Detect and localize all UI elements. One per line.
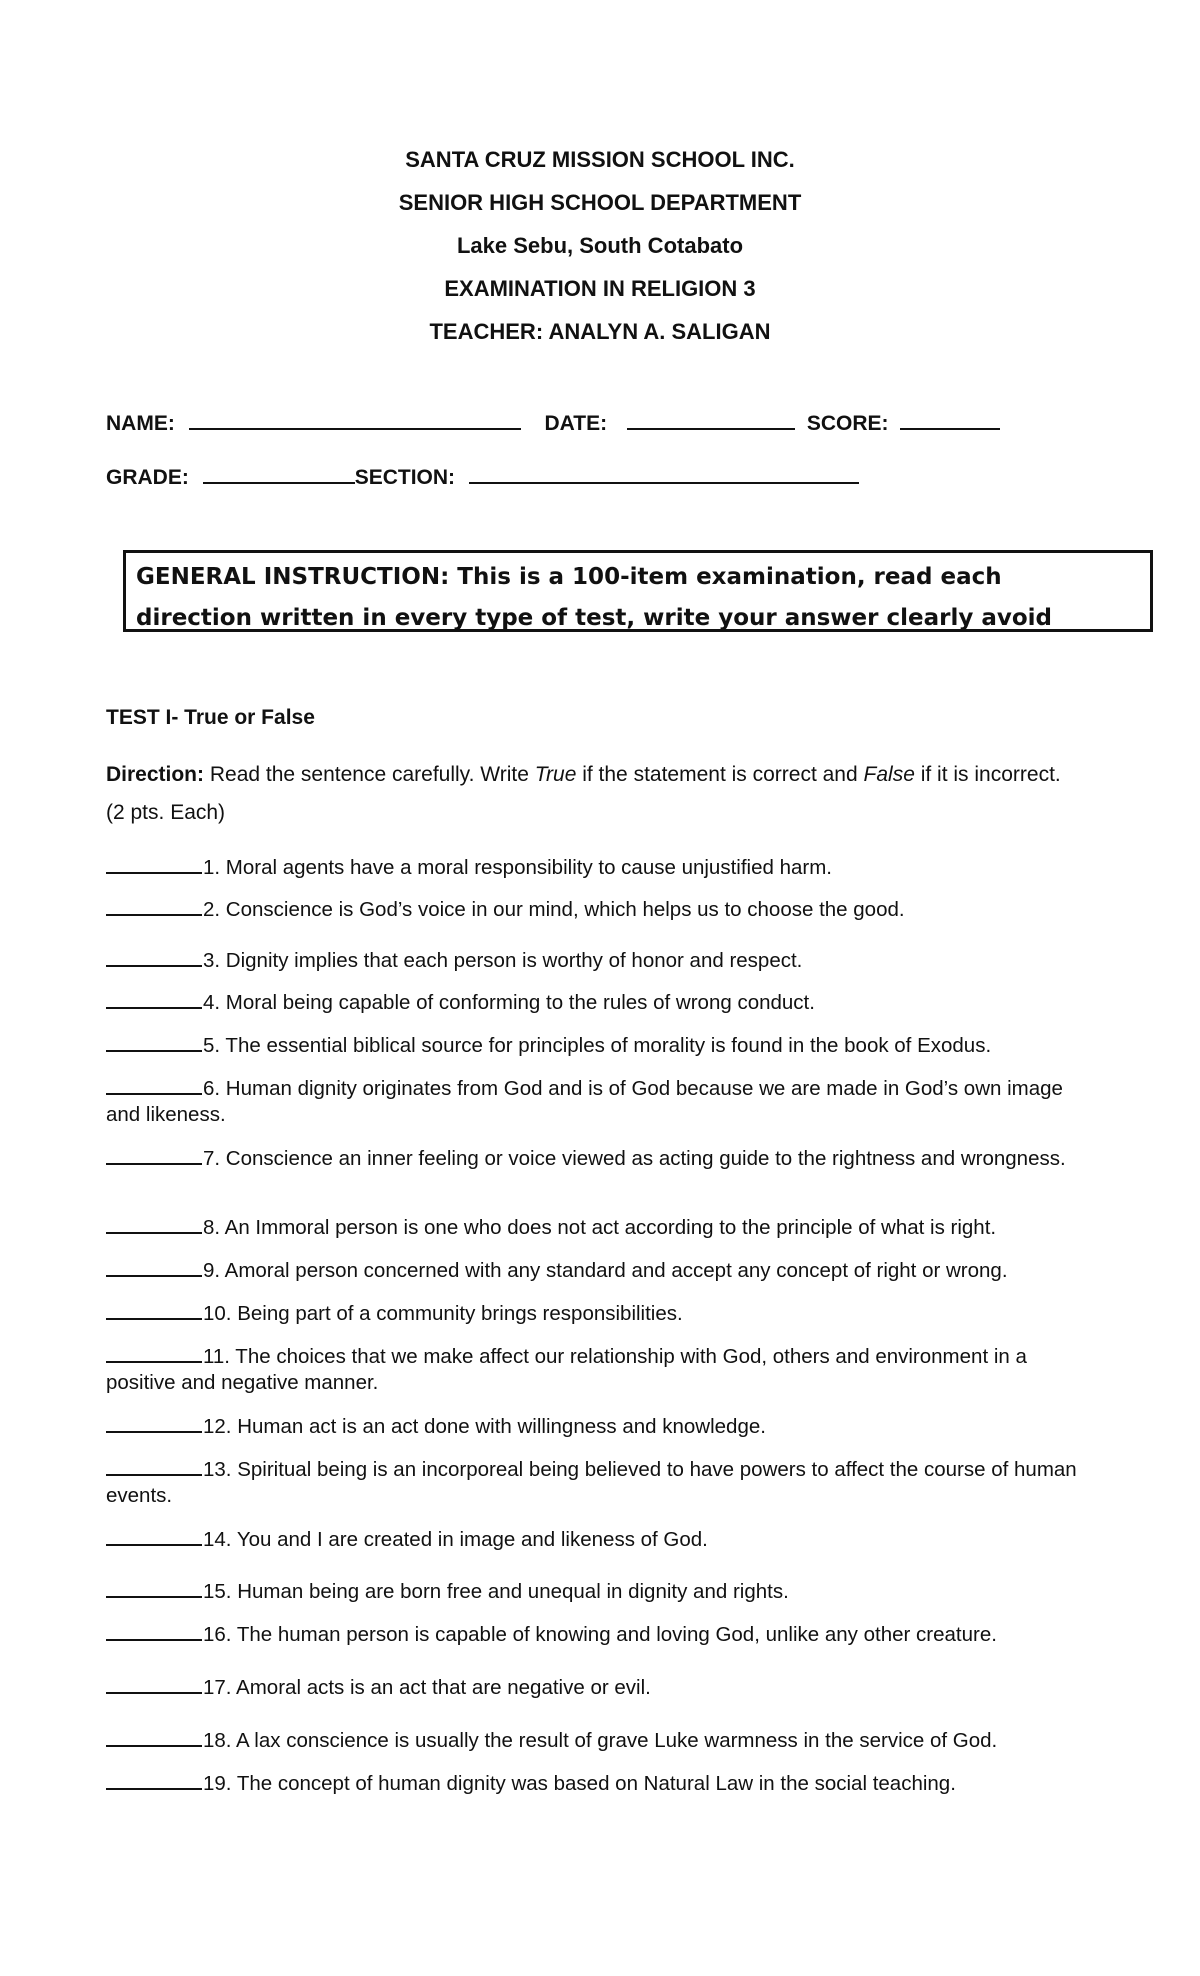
name-label: NAME: xyxy=(106,412,175,435)
answer-blank[interactable] xyxy=(106,1768,202,1790)
question-text: 16. The human person is capable of knowing and loving God, unlike any other creature. xyxy=(203,1623,997,1646)
direction-points: (2 pts. Each) xyxy=(106,801,226,824)
question-text: 19. The concept of human dignity was based on Natural Law in the social teaching. xyxy=(203,1772,956,1795)
answer-blank[interactable] xyxy=(106,1143,202,1165)
answer-blank[interactable] xyxy=(106,1619,202,1641)
question-text: 5. The essential biblical source for principles of morality is found in the book of Exodus. xyxy=(203,1034,992,1057)
question-text: 17. Amoral acts is an act that are negative or evil. xyxy=(203,1676,651,1699)
grade-field[interactable] xyxy=(203,464,355,484)
answer-blank[interactable] xyxy=(106,852,202,874)
question-item xyxy=(106,1768,1096,1797)
answer-blank[interactable] xyxy=(106,894,202,916)
question-item xyxy=(106,1143,1096,1172)
question-text: 9. Amoral person concerned with any standard and accept any concept of right or wrong. xyxy=(203,1259,1008,1282)
school-name: SANTA CRUZ MISSION SCHOOL INC. xyxy=(405,147,795,172)
question-text: 1. Moral agents have a moral responsibility to cause unjustified harm. xyxy=(203,856,832,879)
instruction-line-1: GENERAL INSTRUCTION: This is a 100-item examination, read each xyxy=(136,564,1002,590)
score-label: SCORE: xyxy=(806,412,889,435)
question-item xyxy=(106,1725,1096,1754)
question-item xyxy=(106,1411,1096,1440)
date-field[interactable] xyxy=(627,410,795,430)
info-row-grade xyxy=(106,464,859,490)
answer-blank[interactable] xyxy=(106,1073,202,1095)
question-item xyxy=(106,852,1096,881)
question-text: 11. The choices that we make affect our relationship with God, others and environment in a positive and negative manner. xyxy=(106,1345,1027,1394)
question-text: 13. Spiritual being is an incorporeal being believed to have powers to affect the course of human events. xyxy=(106,1458,1077,1507)
exam-title: EXAMINATION IN RELIGION 3 xyxy=(444,276,756,301)
answer-blank[interactable] xyxy=(106,1524,202,1546)
name-field[interactable] xyxy=(189,410,521,430)
question-item xyxy=(106,1073,1096,1128)
teacher-name: TEACHER: ANALYN A. SALIGAN xyxy=(429,319,771,344)
answer-blank[interactable] xyxy=(106,945,202,967)
answer-blank[interactable] xyxy=(106,1030,202,1052)
direction-false-word: False xyxy=(863,763,915,786)
department-name: SENIOR HIGH SCHOOL DEPARTMENT xyxy=(398,190,802,215)
question-item xyxy=(106,987,1096,1016)
section-label: SECTION: xyxy=(354,466,456,489)
question-text: 14. You and I are created in image and likeness of God. xyxy=(203,1528,708,1551)
answer-blank[interactable] xyxy=(106,1411,202,1433)
question-item xyxy=(106,1524,1096,1553)
instruction-line-2: direction written in every type of test, write your answer clearly avoid xyxy=(136,605,1053,631)
question-item xyxy=(106,945,1096,974)
direction-part-2: if the statement is correct and xyxy=(576,763,864,786)
section-field[interactable] xyxy=(469,464,859,484)
question-item xyxy=(106,1341,1096,1396)
question-text: 2. Conscience is God’s voice in our mind, which helps us to choose the good. xyxy=(203,898,905,921)
answer-blank[interactable] xyxy=(106,1298,202,1320)
score-field[interactable] xyxy=(900,410,1000,430)
direction-true-word: True xyxy=(534,763,577,786)
test-direction xyxy=(106,756,1106,832)
question-item xyxy=(106,1298,1096,1327)
answer-blank[interactable] xyxy=(106,1341,202,1363)
question-text: 4. Moral being capable of conforming to the rules of wrong conduct. xyxy=(203,991,815,1014)
answer-blank[interactable] xyxy=(106,987,202,1009)
question-item xyxy=(106,1454,1096,1509)
answer-blank[interactable] xyxy=(106,1576,202,1598)
answer-blank[interactable] xyxy=(106,1672,202,1694)
question-text: 15. Human being are born free and unequal in dignity and rights. xyxy=(203,1580,789,1603)
info-row-name xyxy=(106,410,1000,436)
question-text: 3. Dignity implies that each person is worthy of honor and respect. xyxy=(203,949,803,972)
answer-blank[interactable] xyxy=(106,1454,202,1476)
grade-label: GRADE: xyxy=(106,466,189,489)
direction-part-1: Read the sentence carefully. Write xyxy=(204,763,535,786)
question-item xyxy=(106,894,1096,923)
question-text: 7. Conscience an inner feeling or voice viewed as acting guide to the rightness and wrongness. xyxy=(203,1147,1066,1170)
general-instruction-box xyxy=(123,550,1153,632)
direction-text xyxy=(106,756,1106,794)
question-text: 10. Being part of a community brings responsibilities. xyxy=(203,1302,683,1325)
question-text: 8. An Immoral person is one who does not act according to the principle of what is right. xyxy=(203,1216,997,1239)
date-label: DATE: xyxy=(544,412,608,435)
question-item xyxy=(106,1619,1096,1648)
direction-part-3: if it is incorrect. xyxy=(914,763,1061,786)
test-title: TEST I- True or False xyxy=(106,706,315,729)
question-item xyxy=(106,1255,1096,1284)
answer-blank[interactable] xyxy=(106,1725,202,1747)
answer-blank[interactable] xyxy=(106,1255,202,1277)
question-text: 12. Human act is an act done with willingness and knowledge. xyxy=(203,1415,766,1438)
school-location: Lake Sebu, South Cotabato xyxy=(456,233,744,258)
question-item xyxy=(106,1030,1096,1059)
question-text: 18. A lax conscience is usually the result of grave Luke warmness in the service of God. xyxy=(203,1729,998,1752)
answer-blank[interactable] xyxy=(106,1212,202,1234)
question-text: 6. Human dignity originates from God and is of God because we are made in God’s own image and likeness. xyxy=(106,1077,1063,1126)
question-item xyxy=(106,1576,1096,1605)
exam-header xyxy=(0,138,1200,353)
question-item xyxy=(106,1672,1096,1701)
direction-label: Direction: xyxy=(106,763,205,786)
question-item xyxy=(106,1212,1096,1241)
